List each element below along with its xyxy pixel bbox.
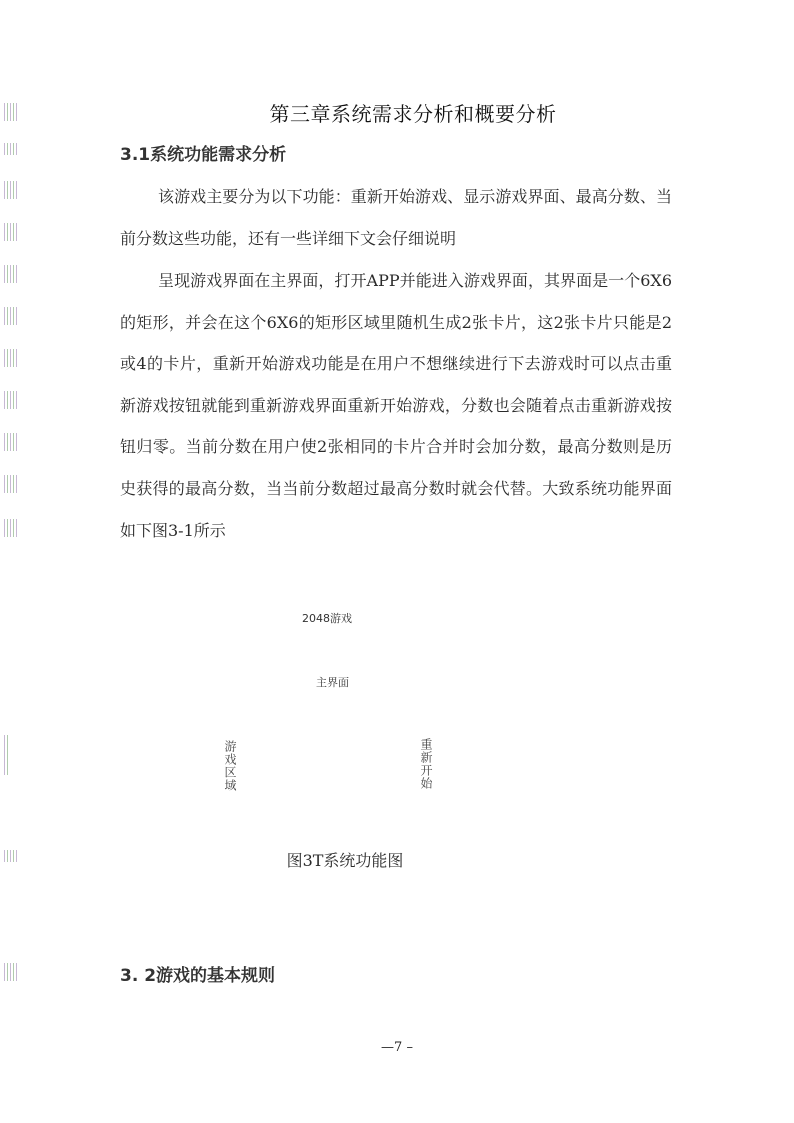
chapter-title: 第三章系统需求分析和概要分析 — [269, 102, 557, 126]
section-heading-3-1: 3.1系统功能需求分析 — [120, 145, 287, 165]
page-number: —7 – — [381, 1040, 413, 1055]
diagram-node-2048-game: 2048游戏 — [302, 612, 352, 625]
paragraph-2-text: 呈现游戏界面在主界面，打开APP并能进入游戏界面，其界面是一个6X6的矩形，并会在这个6X6的矩形区域里随机生成2张卡片，这2张卡片只能是2或4的卡片，重新开始游戏功能是在用户不想继续进行下去游戏时可以点击重新游戏按钮就能到重新游戏界面重新开始游戏，分数也会随着点击重新游戏按钮归零。当前分数在用户使2张相同的卡片合并时会加分数，最高分数则是历史获得的最高分数，当当前分数超过最高分数时就会代替。大致系统功能界面如下图3-1所示 — [120, 271, 672, 540]
diagram-node-restart: 重新开始 — [419, 738, 433, 790]
figure-caption: 图3T系统功能图 — [286, 851, 404, 870]
diagram-node-main-screen: 主界面 — [316, 676, 349, 689]
diagram-node-game-area: 游戏区域 — [223, 740, 237, 792]
margin-scan-artifacts — [4, 95, 20, 975]
system-function-diagram — [120, 600, 680, 820]
paragraph-function-overview — [120, 176, 672, 259]
paragraph-interface-description — [120, 260, 672, 551]
section-heading-3-2: 3. 2游戏的基本规则 — [120, 966, 276, 986]
paragraph-1-text: 该游戏主要分为以下功能：重新开始游戏、显示游戏界面、最高分数、当前分数这些功能，还有一些详细下文会仔细说明 — [120, 187, 672, 248]
